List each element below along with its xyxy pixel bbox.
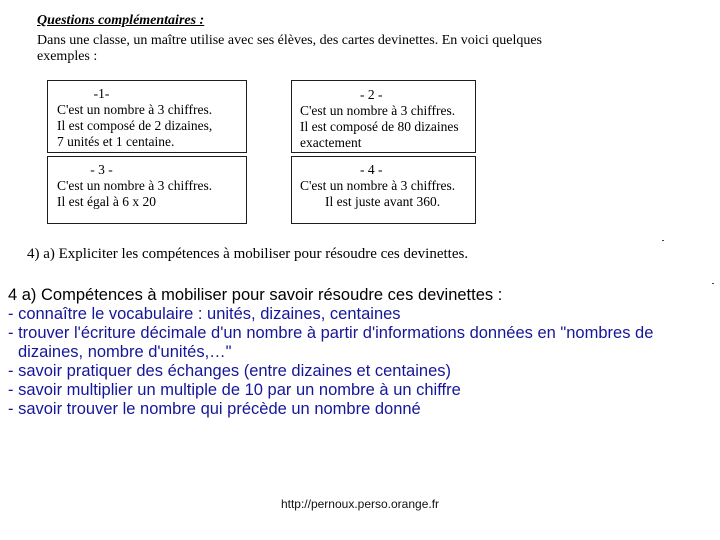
card-line: Il est égal à 6 x 20	[57, 194, 156, 209]
riddle-card-4	[291, 156, 476, 224]
answer-item: - savoir pratiquer des échanges (entre dizaines et centaines)	[8, 362, 451, 380]
riddle-card-3	[47, 156, 247, 224]
card-line: C'est un nombre à 3 chiffres.	[300, 178, 456, 193]
card-number: - 2 -	[360, 87, 383, 102]
card-line: C'est un nombre à 3 chiffres.	[57, 178, 213, 193]
answer-item: - connaître le vocabulaire : unités, dizaines, centaines	[8, 305, 401, 323]
card-line: Il est juste avant 360.	[325, 194, 441, 209]
answer-title: 4 a) Compétences à mobiliser pour savoir résoudre ces devinettes :	[8, 286, 503, 304]
intro-text-line-2: exemples :	[37, 49, 98, 64]
card-number: - 4 -	[360, 162, 383, 177]
intro-text-line-1: Dans une classe, un maître utilise avec ses élèves, des cartes devinettes. En voici quelques	[37, 33, 542, 48]
card-number: -1-	[93, 86, 110, 101]
card-line: C'est un nombre à 3 chiffres.	[300, 103, 456, 118]
answer-item: - trouver l'écriture décimale d'un nombre à partir d'informations données en "nombres de	[8, 324, 654, 342]
question-4a: 4) a) Expliciter les compétences à mobiliser pour résoudre ces devinettes.	[27, 246, 469, 262]
answer-item-continuation: dizaines, nombre d'unités,…"	[18, 343, 232, 361]
card-line: C'est un nombre à 3 chiffres.	[57, 102, 213, 117]
answer-item: - savoir multiplier un multiple de 10 par un nombre à un chiffre	[8, 381, 461, 399]
riddle-card-2	[291, 80, 476, 153]
card-number: - 3 -	[90, 162, 113, 177]
riddle-card-1	[47, 80, 247, 153]
scan-speck	[712, 283, 714, 284]
card-line: 7 unités et 1 centaine.	[57, 134, 175, 149]
answer-block	[8, 286, 713, 419]
section-title: Questions complémentaires :	[37, 13, 205, 28]
card-line: Il est composé de 80 dizaines	[300, 119, 459, 134]
card-line: exactement	[300, 135, 362, 150]
footer-url[interactable]: http://pernoux.perso.orange.fr	[280, 497, 440, 511]
answer-item: - savoir trouver le nombre qui précède un nombre donné	[8, 400, 421, 418]
card-line: Il est composé de 2 dizaines,	[57, 118, 213, 133]
scan-speck	[662, 240, 664, 241]
